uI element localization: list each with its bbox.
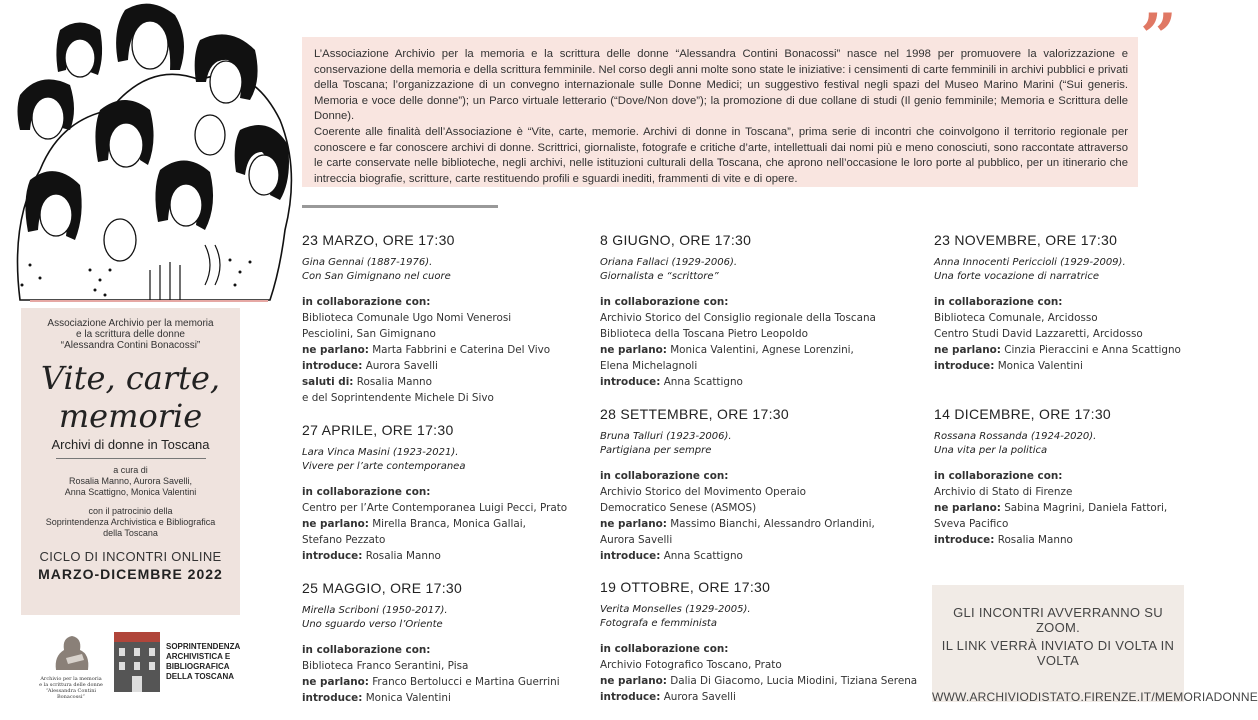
detail-text: Massimo Bianchi, Alessandro Orlandini,: [666, 518, 875, 530]
event-detail-line: [600, 358, 890, 374]
event-detail-line: [302, 500, 592, 516]
detail-label: introduce:: [600, 691, 661, 703]
event-detail-line: [934, 358, 1224, 374]
event-date: 19 OTTOBRE, ORE 17:30: [600, 579, 771, 595]
event-details: [302, 642, 592, 706]
detail-label: ne parlano:: [934, 344, 1001, 356]
event-topic: Fotografa e femminista: [600, 618, 717, 629]
event-detail-line: [600, 516, 890, 532]
event-detail-line: [600, 532, 890, 548]
divider: [302, 205, 498, 208]
detail-label: in collaborazione con:: [600, 470, 729, 482]
detail-text: Archivio Storico del Consiglio regionale della Toscana: [600, 312, 876, 324]
detail-label: ne parlano:: [302, 518, 369, 530]
event-person: Bruna Talluri (1923-2006).: [600, 431, 732, 442]
event-detail-line: [934, 326, 1224, 342]
detail-label: ne parlano:: [600, 344, 667, 356]
event-detail-line: [302, 294, 592, 310]
detail-label: in collaborazione con:: [934, 296, 1063, 308]
detail-text: Elena Michelagnoli: [600, 360, 698, 372]
detail-text: Anna Scattigno: [660, 550, 743, 562]
event-details: [302, 484, 592, 564]
event-detail-line: [600, 484, 890, 500]
detail-text: Pesciolini, San Gimignano: [302, 328, 436, 340]
detail-label: saluti di:: [302, 376, 354, 388]
date-range: MARZO-DICEMBRE 2022: [38, 566, 223, 582]
event-november: [934, 232, 1224, 374]
detail-label: introduce:: [600, 550, 661, 562]
detail-text: Rosalia Manno: [362, 550, 441, 562]
event-details: [302, 294, 592, 406]
detail-label: in collaborazione con:: [600, 643, 729, 655]
event-topic: Vivere per l’arte contemporanea: [302, 461, 466, 472]
detail-text: Rosalia Manno: [353, 376, 432, 388]
detail-label: in collaborazione con:: [302, 296, 431, 308]
event-detail-line: [600, 326, 890, 342]
event-date: 14 DICEMBRE, ORE 17:30: [934, 406, 1111, 422]
detail-label: ne parlano:: [934, 502, 1001, 514]
detail-text: Centro Studi David Lazzaretti, Arcidosso: [934, 328, 1143, 340]
event-topic: Partigiana per sempre: [600, 445, 712, 456]
event-detail-line: [934, 500, 1224, 516]
event-details: [600, 468, 890, 564]
event-detail-line: [302, 310, 592, 326]
event-detail-line: [600, 548, 890, 564]
event-detail-line: [934, 516, 1224, 532]
event-detail-line: [302, 548, 592, 564]
event-detail-line: [302, 690, 592, 706]
detail-text: Cinzia Pieraccini e Anna Scattigno: [1000, 344, 1181, 356]
event-detail-line: [934, 468, 1224, 484]
building-icon: [114, 632, 160, 692]
event-detail-line: [302, 516, 592, 532]
women-illustration: [0, 0, 300, 300]
event-details: [934, 294, 1224, 374]
event-date: 23 MARZO, ORE 17:30: [302, 232, 455, 248]
curators: a cura di Rosalia Manno, Aurora Savelli, Anna Scattigno, Monica Valentini: [64, 465, 197, 497]
event-detail-line: [302, 532, 592, 548]
detail-text: Monica Valentini: [362, 692, 451, 704]
detail-text: Anna Scattigno: [660, 376, 743, 388]
detail-label: introduce:: [600, 376, 661, 388]
zoom-notice: GLI INCONTRI AVVERRANNO SU ZOOM.: [953, 605, 1163, 635]
event-topic: Uno sguardo verso l’Oriente: [302, 619, 443, 630]
detail-label: ne parlano:: [600, 518, 667, 530]
event-details: [600, 641, 918, 705]
event-date: 27 APRILE, ORE 17:30: [302, 422, 454, 438]
detail-text: e del Soprintendente Michele Di Sivo: [302, 392, 494, 404]
event-person: Oriana Fallaci (1929-2006).: [600, 257, 738, 268]
patronage: con il patrocinio della Soprintendenza Archivistica e Bibliografica della Toscana: [45, 506, 216, 538]
divider: [56, 458, 206, 459]
detail-text: Archivio di Stato di Firenze: [934, 486, 1073, 498]
event-detail-line: [302, 642, 592, 658]
event-detail-line: [934, 532, 1224, 548]
event-topic: Una forte vocazione di narratrice: [934, 271, 1100, 282]
event-detail-line: [302, 674, 592, 690]
event-person: Lara Vinca Masini (1923-2021).: [302, 447, 459, 458]
detail-text: Aurora Savelli: [362, 360, 438, 372]
soprintendenza-logo: SOPRINTENDENZA ARCHIVISTICA E BIBLIOGRAFICA DELLA TOSCANA: [114, 630, 238, 696]
detail-text: Centro per l’Arte Contemporanea Luigi Pecci, Prato: [302, 502, 568, 514]
detail-text: Archivio Storico del Movimento Operaio: [600, 486, 807, 498]
intro-paragraph: Coerente alle finalità dell’Associazione è “Vite, carte, memorie. Archivi di donne in Toscana”, prima serie di incontri che coinvolgono il territorio regionale per conoscere e far conoscere archivi di donne. Scrittrici, giornaliste, fotografe e critiche d’arte, intellettuali dai nomi più e meno conosciuti, sono raccontate attraverso le carte conservate nelle biblioteche, negli archivi, nelle istituzioni culturali della Toscana, che aprono nell’occasione le loro porte al pubblico, per un itinerario che intreccia biografie, scritture, carte restituendo profili e sguardi inediti, frammenti di vite e di opere.: [314, 125, 1128, 185]
event-date: 8 GIUGNO, ORE 17:30: [600, 232, 752, 248]
detail-label: ne parlano:: [600, 675, 667, 687]
event-june: [600, 232, 890, 390]
event-person: Verita Monselles (1929-2005).: [600, 604, 751, 615]
detail-text: Biblioteca Comunale, Arcidosso: [934, 312, 1098, 324]
detail-text: Monica Valentini, Agnese Lorenzini,: [666, 344, 854, 356]
archivio-logo: Archivio per la memoria e la scrittura delle donne “Alessandra Contini Bonacossi”: [36, 628, 106, 698]
event-detail-line: [600, 500, 890, 516]
event-detail-line: [600, 294, 890, 310]
event-detail-line: [934, 294, 1224, 310]
website-link[interactable]: WWW.ARCHIVIODISTATO.FIRENZE.IT/MEMORIADONNE: [932, 690, 1258, 704]
intro-paragraph: L’Associazione Archivio per la memoria e la scrittura delle donne “Alessandra Contini Bonacossi” nasce nel 1998 per promuovere la valorizzazione e conservazione della memoria e della scrittura femminile. Nel corso degli anni molte sono state le iniziative: i censimenti di carte femminili in archivi pubblici e privati della Toscana; l’organizzazione di un convegno internazionale sulle Donne Medici; un suggestivo festival negli spazi del Museo Marino Marini (“Sui generis. Memoria e voce delle donne”); un Parco virtuale letterario (“Dove/Non dove”); la promozione di due collane di studi (Il genio femminile; Memoria e Scrittura delle Donne).: [314, 48, 1128, 123]
event-detail-line: [934, 342, 1224, 358]
event-october: [600, 579, 918, 705]
event-detail-line: [302, 374, 592, 390]
event-detail-line: [302, 326, 592, 342]
event-september: [600, 406, 890, 564]
event-detail-line: [934, 484, 1224, 500]
event-april: [302, 422, 592, 564]
seated-figure-icon: [36, 628, 106, 672]
detail-label: introduce:: [302, 360, 363, 372]
event-details: [934, 468, 1224, 548]
detail-text: Sabina Magrini, Daniela Fattori,: [1000, 502, 1168, 514]
detail-label: in collaborazione con:: [934, 470, 1063, 482]
event-detail-line: [302, 342, 592, 358]
event-topic: Una vita per la politica: [934, 445, 1048, 456]
detail-label: introduce:: [934, 534, 995, 546]
event-detail-line: [302, 658, 592, 674]
detail-text: Biblioteca della Toscana Pietro Leopoldo: [600, 328, 808, 340]
quote-icon: ”: [1140, 0, 1177, 75]
event-march: [302, 232, 592, 406]
event-date: 25 MAGGIO, ORE 17:30: [302, 580, 463, 596]
organization-name: Associazione Archivio per la memoria e la scrittura delle donne “Alessandra Contini Bonacossi”: [47, 318, 214, 351]
detail-text: Mirella Branca, Monica Gallai,: [368, 518, 526, 530]
detail-text: Monica Valentini: [994, 360, 1083, 372]
detail-text: Archivio Fotografico Toscano, Prato: [600, 659, 782, 671]
detail-label: introduce:: [302, 550, 363, 562]
event-person: Rossana Rossanda (1924-2020).: [934, 431, 1097, 442]
event-detail-line: [600, 689, 890, 705]
event-detail-line: [600, 374, 890, 390]
event-detail-line: [302, 390, 592, 406]
event-detail-line: [302, 358, 592, 374]
detail-text: Biblioteca Franco Serantini, Pisa: [302, 660, 469, 672]
detail-text: Rosalia Manno: [994, 534, 1073, 546]
detail-text: Sveva Pacifico: [934, 518, 1009, 530]
event-december: [934, 406, 1224, 548]
detail-text: Biblioteca Comunale Ugo Nomi Venerosi: [302, 312, 512, 324]
event-topic: Giornalista e “scrittore”: [600, 271, 719, 282]
cycle-label: CICLO DI INCONTRI ONLINE: [39, 549, 222, 564]
event-date: 23 NOVEMBRE, ORE 17:30: [934, 232, 1118, 248]
zoom-info-box: [932, 585, 1258, 704]
title-panel: [21, 308, 240, 615]
main-title: Vite, carte, memorie: [40, 359, 221, 435]
detail-text: Stefano Pezzato: [302, 534, 386, 546]
event-details: [600, 294, 890, 390]
event-date: 28 SETTEMBRE, ORE 17:30: [600, 406, 789, 422]
detail-label: in collaborazione con:: [302, 486, 431, 498]
intro-text: [302, 37, 1138, 187]
event-detail-line: [600, 641, 890, 657]
event-detail-line: [600, 310, 890, 326]
event-detail-line: [600, 468, 890, 484]
detail-text: Democratico Senese (ASMOS): [600, 502, 757, 514]
detail-label: ne parlano:: [302, 676, 369, 688]
event-detail-line: [600, 342, 890, 358]
detail-label: ne parlano:: [302, 344, 369, 356]
event-person: Gina Gennai (1887-1976).: [302, 257, 433, 268]
event-detail-line: [302, 484, 592, 500]
subtitle: Archivi di donne in Toscana: [51, 437, 210, 452]
detail-text: Aurora Savelli: [600, 534, 673, 546]
event-person: Mirella Scriboni (1950-2017).: [302, 605, 448, 616]
detail-text: Aurora Savelli: [660, 691, 736, 703]
event-detail-line: [600, 673, 918, 689]
event-person: Anna Innocenti Periccioli (1929-2009).: [934, 257, 1126, 268]
detail-text: Franco Bertolucci e Martina Guerrini: [368, 676, 560, 688]
detail-label: in collaborazione con:: [600, 296, 729, 308]
event-topic: Con San Gimignano nel cuore: [302, 271, 451, 282]
detail-label: in collaborazione con:: [302, 644, 431, 656]
link-notice: IL LINK VERRÀ INVIATO DI VOLTA IN VOLTA: [941, 638, 1175, 668]
divider: [30, 300, 268, 302]
detail-text: Marta Fabbrini e Caterina Del Vivo: [368, 344, 551, 356]
detail-label: introduce:: [302, 692, 363, 704]
event-detail-line: [600, 657, 890, 673]
detail-label: introduce:: [934, 360, 995, 372]
event-may: [302, 580, 592, 706]
detail-text: Dalia Di Giacomo, Lucia Miodini, Tiziana Serena: [666, 675, 918, 687]
event-detail-line: [934, 310, 1224, 326]
